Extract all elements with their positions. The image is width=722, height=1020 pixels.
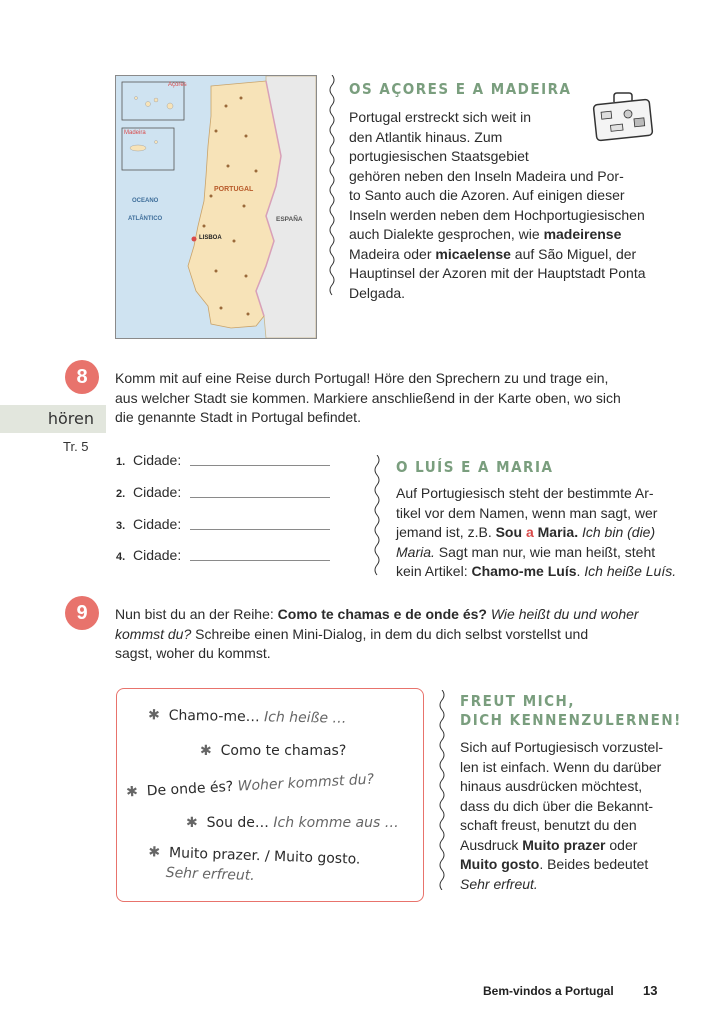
page-number: 13 bbox=[643, 983, 658, 998]
exercise-number-9: 9 bbox=[65, 596, 99, 630]
text-line: Nun bist du an der Reihe: Como te chamas e de onde és? Wie heißt du und woher bbox=[115, 606, 639, 622]
answer-line-1[interactable] bbox=[190, 464, 330, 466]
cidade-item-2: 2. Cidade: bbox=[116, 484, 182, 500]
track-number: Tr. 5 bbox=[63, 439, 89, 454]
cidade-item-3: 3. Cidade: bbox=[116, 516, 182, 532]
text-line: to Santo auch die Azoren. Auf einigen dieser bbox=[349, 187, 625, 203]
map-madeira-label: Madeira bbox=[124, 130, 146, 136]
dialog-line-5: ✱ Muito prazer. / Muito gosto. Sehr erfreut. bbox=[148, 844, 361, 885]
answer-line-2[interactable] bbox=[190, 496, 330, 498]
section1-text bbox=[349, 108, 649, 303]
text-line: jemand ist, z.B. Sou a Maria. Ich bin (die) bbox=[396, 524, 656, 540]
section-title-freut-mich: FREUT MICH, DICH KENNENZULERNEN! bbox=[460, 692, 682, 729]
article-highlight: a bbox=[525, 524, 534, 540]
text-line: schaft freust, benutzt du den bbox=[460, 817, 637, 833]
listening-tab-label: hören bbox=[47, 409, 94, 428]
text-line: Inseln werden neben dem Hochportugiesischen bbox=[349, 206, 645, 223]
map-lisboa-label: LISBOA bbox=[199, 235, 222, 241]
answer-line-3[interactable] bbox=[190, 528, 330, 530]
text-line: len ist einfach. Wenn du darüber bbox=[460, 758, 662, 775]
map-graphic bbox=[116, 76, 316, 338]
section2-text bbox=[396, 484, 696, 582]
map-acores-label: Açores bbox=[168, 82, 187, 88]
footer-title: Bem-vindos a Portugal bbox=[483, 984, 614, 998]
text-line: Portugal erstreckt sich weit in bbox=[349, 109, 532, 125]
dialog-line-3: ✱ De onde és? Woher kommst du? bbox=[125, 771, 375, 801]
text-line: tikel vor dem Namen, wenn man sagt, wer bbox=[396, 504, 658, 521]
listening-tab bbox=[0, 405, 106, 433]
text-line: Muito gosto. Beides bedeutet bbox=[460, 856, 649, 872]
term-micaelense: micaelense bbox=[435, 245, 511, 262]
text-line: Sehr erfreut. bbox=[460, 875, 538, 892]
section-title-acores-madeira: OS AÇORES E A MADEIRA bbox=[349, 80, 572, 98]
map-oceano-label: OCEANO bbox=[132, 198, 159, 204]
text-line: Hauptinsel der Azoren mit der Hauptstadt Ponta bbox=[349, 265, 646, 281]
exercise-number-8: 8 bbox=[65, 360, 99, 394]
text-line: auch Dialekte gesprochen, wie madeirense bbox=[349, 226, 622, 242]
text-line: den Atlantik hinaus. Zum bbox=[349, 128, 503, 145]
term-madeirense: madeirense bbox=[543, 226, 622, 242]
exercise8-instructions bbox=[115, 369, 675, 428]
answer-line-4[interactable] bbox=[190, 559, 330, 561]
map-atlantico-label: ATLÂNTICO bbox=[128, 216, 163, 222]
text-line: Maria. Sagt man nur, wie man heißt, steht bbox=[396, 543, 656, 560]
text-line: Ausdruck Muito prazer oder bbox=[460, 836, 638, 853]
text-line: kein Artikel: Chamo-me Luís. Ich heiße Luís. bbox=[396, 563, 677, 579]
cidade-item-1: 1. Cidade: bbox=[116, 452, 182, 468]
wavy-divider bbox=[373, 455, 381, 580]
section-title-luis-maria: O LUÍS E A MARIA bbox=[396, 458, 554, 476]
text-line: sagst, woher du kommst. bbox=[115, 645, 271, 661]
exercise9-instructions bbox=[115, 605, 685, 664]
text-line: Auf Portugiesisch steht der bestimmte Ar- bbox=[396, 485, 654, 501]
map-portugal-label: PORTUGAL bbox=[214, 186, 254, 193]
cidade-item-4: 4. Cidade: bbox=[116, 547, 182, 563]
text-line: Delgada. bbox=[349, 284, 406, 301]
wavy-divider bbox=[438, 690, 446, 890]
text-line: Madeira oder micaelense auf São Miguel, der bbox=[349, 245, 637, 262]
dialog-line-4: ✱ Sou de… Ich komme aus … bbox=[186, 815, 399, 831]
dialog-line-2: ✱ Como te chamas? bbox=[200, 743, 347, 759]
text-line: hinaus ausdrücken möchtest, bbox=[460, 778, 643, 794]
text-line: gehören neben den Inseln Madeira und Por- bbox=[349, 167, 624, 184]
text-line: Komm mit auf eine Reise durch Portugal! Höre den Sprechern zu und trage ein, bbox=[115, 370, 609, 386]
text-line: die genannte Stadt in Portugal befindet. bbox=[115, 409, 361, 425]
wavy-divider bbox=[328, 75, 336, 300]
text-line: kommst du? Schreibe einen Mini-Dialog, in dem du dich selbst vorstellst und bbox=[115, 625, 589, 642]
dialog-line-1: ✱ Chamo-me… Ich heiße … bbox=[147, 707, 347, 727]
text-line: aus welcher Stadt sie kommen. Markiere anschließend in der Karte oben, wo sich bbox=[115, 389, 621, 406]
map-espana-label: ESPAÑA bbox=[276, 216, 303, 223]
portugal-map bbox=[115, 75, 317, 339]
section3-text bbox=[460, 738, 680, 894]
text-line: dass du dich über die Bekannt- bbox=[460, 797, 654, 814]
text-line: portugiesischen Staatsgebiet bbox=[349, 148, 529, 164]
text-line: Sich auf Portugiesisch vorzustel- bbox=[460, 739, 664, 755]
